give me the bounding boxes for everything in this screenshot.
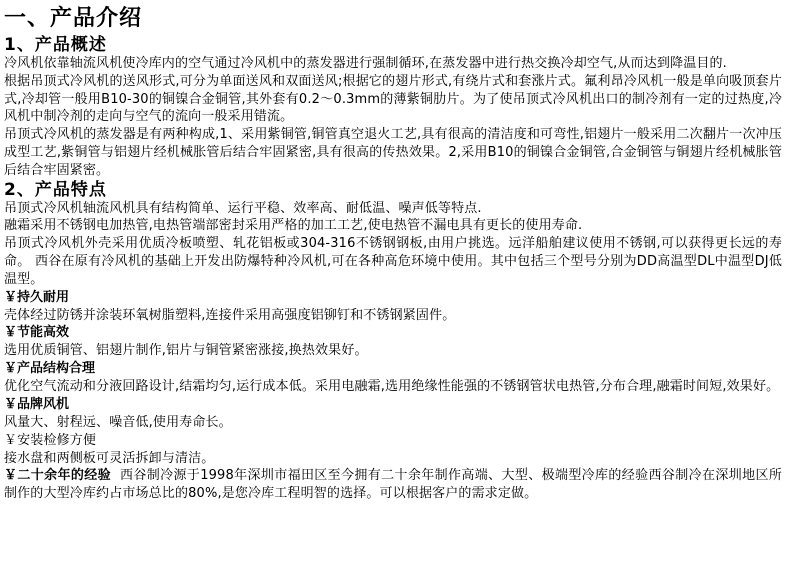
feature-description: 选用优质铜管、铝翅片制作,铝片与铜管紧密涨接,换热效果好。 — [4, 343, 368, 359]
yen-icon: ￥ — [4, 289, 18, 305]
feature-title: 节能高效 — [17, 325, 70, 341]
feature-title: 产品结构合理 — [17, 361, 96, 377]
yen-icon: ￥ — [4, 396, 18, 412]
feature-title: 持久耐用 — [17, 289, 70, 305]
yen-icon: ￥ — [4, 361, 18, 377]
overview-paragraph: 吊顶式冷风机的蒸发器是有两种构成,1、采用紫铜管,铜管真空退火工艺,具有很高的清洁度和可弯性,铝翅片一般采用二次翻片一次冲压成型工艺,紫铜管与铝翅片经机械胀管后结合牢固紧密,具有很高的传热效果。2,采用B10的铜镍合金铜管,合金铜管与铜翅片经机械胀管后结合牢固紧密。 — [4, 127, 782, 178]
feature-heading-efficient — [4, 324, 782, 342]
feature-description: 壳体经过防锈并涂装环氧树脂塑料,连接件采用高强度铝铆钉和不锈钢紧固件。 — [4, 307, 456, 323]
section-heading-overview: 1、产品概述 — [4, 35, 107, 55]
experience-description: 西谷制冷源于1998年深圳市福田区至今拥有二十余年制作高端、大型、极端型冷库的经验西谷制冷在深圳地区所制作的大型冷库约占市场总比的80%,是您冷库工程明智的选择。可以根据客户的需求定做。 — [4, 468, 782, 502]
feature-heading-install: ￥安装检修方便 — [4, 432, 97, 448]
product-intro-document — [4, 6, 782, 503]
overview-paragraph: 冷风机依靠轴流风机使冷库内的空气通过冷风机中的蒸发器进行强制循环,在蒸发器中进行热交换冷却空气,从而达到降温目的. — [4, 56, 727, 71]
feature-heading-fan — [4, 396, 782, 414]
feature-description: 接水盘和两侧板可灵活拆卸与清洁。 — [4, 450, 215, 466]
features-paragraph: 吊顶式冷风机轴流风机具有结构简单、运行平稳、效率高、耐低温、噪声低等特点. — [4, 200, 482, 216]
yen-icon: ￥ — [4, 325, 18, 341]
experience-title: 二十余年的经验 — [17, 468, 111, 484]
features-paragraph: 融霜采用不锈钢电加热管,电热管端部密封采用严格的加工工艺,使电热管不漏电具有更长的使用寿命. — [4, 218, 583, 234]
features-paragraph: 吊顶式冷风机外壳采用优质冷板喷塑、轧花铝板或304-316不锈钢钢板,由用户挑选。远洋船舶建议使用不锈钢,可以获得更长远的寿命。 西谷在原有冷风机的基础上开发出防爆特种冷风机,可在各种高危环境中使用。其中包括三个型号分别为DD高温型DL中温型DJ低温型。 — [4, 236, 782, 287]
feature-description: 优化空气流动和分液回路设计,结霜均匀,运行成本低。采用电融霜,选用绝缘性能强的不锈钢管状电热管,分布合理,融霜时间短,效果好。 — [4, 379, 780, 395]
overview-paragraph: 根据吊顶式冷风机的送风形式,可分为单面送风和双面送风;根据它的翅片形式,有绕片式和套涨片式。氟利昂冷风机一般是单向吸顶套片式,冷却管一般用B10-30的铜镍合金铜管,其外套有0.2～0.3mm的薄紫铜肋片。为了使吊顶式冷风机出口的制冷剂有一定的过热度,冷风机中制冷剂的走向与空气的流向一般采用错流。 — [4, 73, 782, 125]
section-heading-features: 2、产品特点 — [4, 179, 107, 200]
feature-heading-durable — [4, 289, 782, 307]
feature-title: 品牌风机 — [17, 396, 70, 412]
yen-icon: ￥ — [4, 468, 18, 484]
feature-description: 风量大、射程远、噪音低,使用寿命长。 — [4, 414, 232, 430]
experience-heading — [4, 468, 111, 483]
feature-heading-structure — [4, 360, 782, 378]
experience-paragraph — [4, 467, 782, 503]
page-title: 一、产品介绍 — [4, 6, 143, 31]
